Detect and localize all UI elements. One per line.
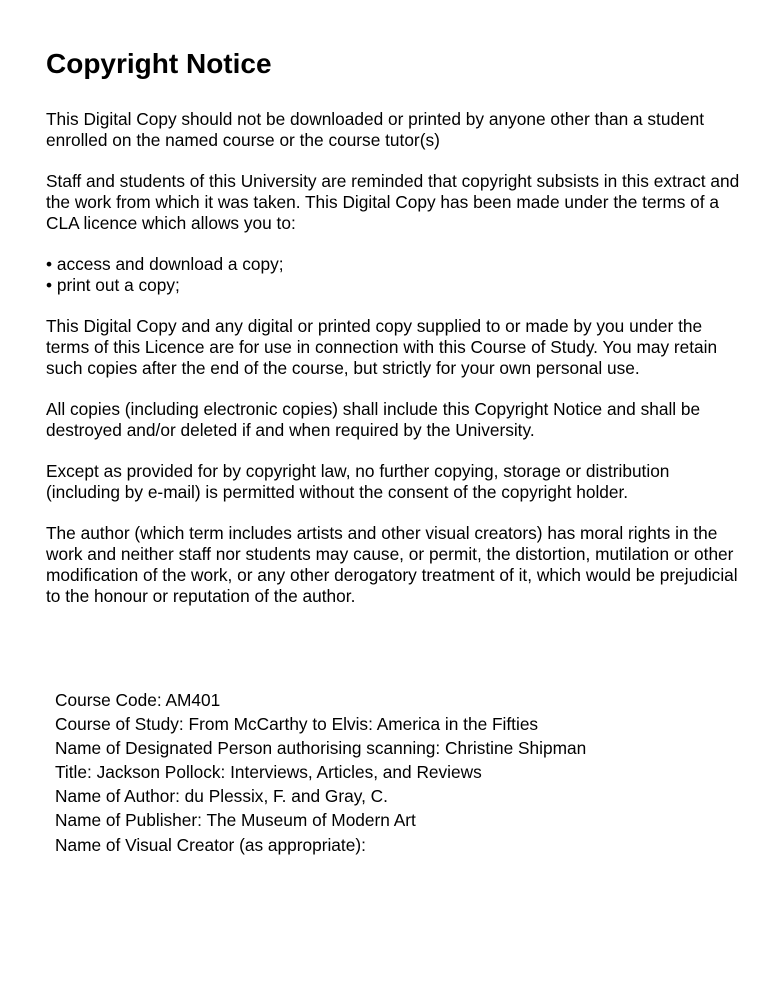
paragraph-copyright-reminder: Staff and students of this University are reminded that copyright subsists in this extract and the work from which it was taken. This Digital Copy has been made under the terms of a CLA licence which allows you to: [46,171,740,233]
author-name: Name of Author: du Plessix, F. and Gray, C. [55,786,388,807]
course-code: Course Code: AM401 [55,690,221,710]
paragraph-download-restriction: This Digital Copy should not be downloaded or printed by anyone other than a student enrolled on the named course or the course tutor(s) [46,109,705,150]
paragraph-no-further-copying: Except as provided for by copyright law, no further copying, storage or distribution (including by e-mail) is permitted without the consent of the copyright holder. [46,461,670,502]
publisher-name: Name of Publisher: The Museum of Modern Art [55,810,416,831]
list-item: • access and download a copy; [46,254,746,275]
work-title: Title: Jackson Pollock: Interviews, Articles, and Reviews [55,762,482,783]
course-of-study: Course of Study: From McCarthy to Elvis: America in the Fifties [55,714,539,735]
paragraph-usage-terms: This Digital Copy and any digital or printed copy supplied to or made by you under the terms of this Licence are for use in connection with this Course of Study. You may retain such copies after the end of the course, but strictly for your own personal use. [46,316,718,378]
paragraph-include-notice: All copies (including electronic copies) shall include this Copyright Notice and shall be destroyed and/or deleted if and when required by the University. [46,398,701,440]
designated-person: Name of Designated Person authorising scanning: Christine Shipman [55,738,587,759]
list-item: • print out a copy; [46,275,746,296]
allowed-actions-list [46,254,746,296]
page-title: Copyright Notice [46,48,272,79]
paragraph-moral-rights: The author (which term includes artists and other visual creators) has moral rights in the work and neither staff nor students may cause, or permit, the distortion, mutilation or other modification of the work, or any other derogatory treatment of it, which would be prejudicial to the honour or reputation of the author. [46,523,738,606]
visual-creator: Name of Visual Creator (as appropriate): [55,834,366,855]
course-details [55,688,586,857]
notice-body [46,109,746,627]
